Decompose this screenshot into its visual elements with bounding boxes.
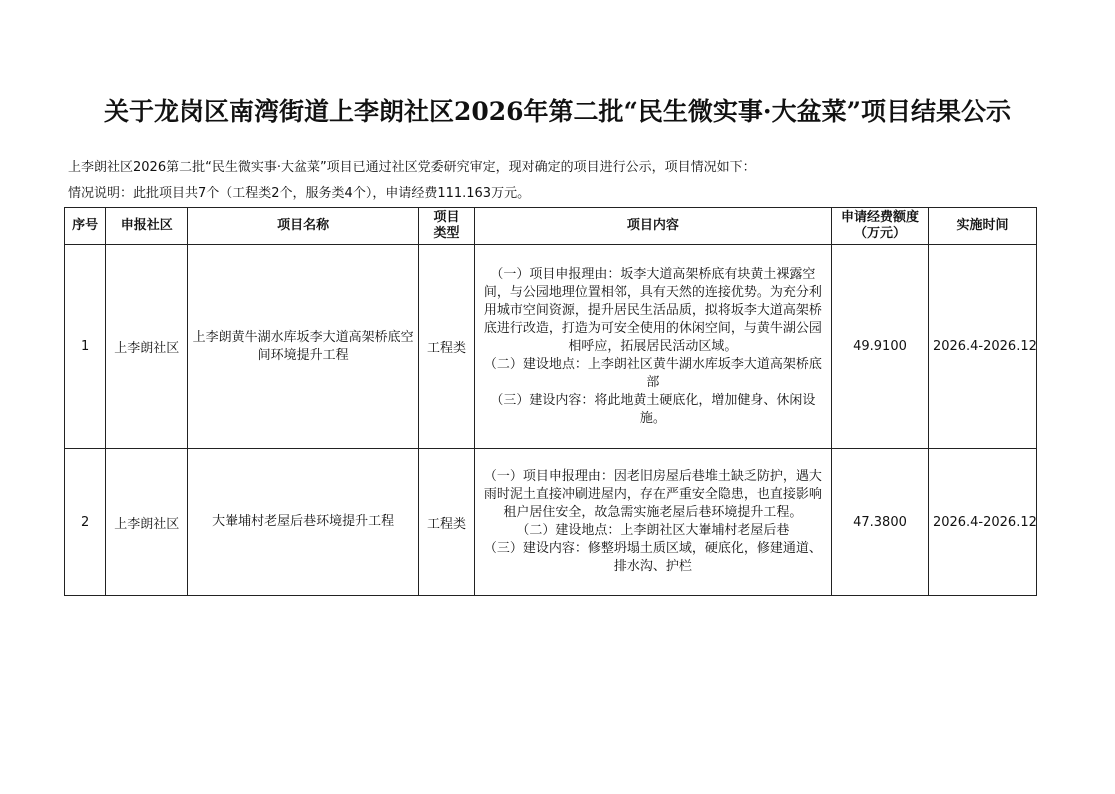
content-reason: （一）项目申报理由：坂李大道高架桥底有块黄土裸露空间，与公园地理位置相邻，具有天然的连接优势。为充分利用城市空间资源，提升居民生活品质，拟将坂李大道高架桥底进行改造，打造为可安全使用的休闲空间，与黄牛湖公园相呼应，拓展居民活动区域。 (483, 266, 822, 354)
cell-community: 上李朗社区 (106, 449, 188, 596)
header-type-line1: 项目 (433, 210, 460, 225)
header-project-content: 项目内容 (474, 208, 831, 245)
cell-community: 上李朗社区 (106, 245, 188, 449)
header-budget-line2: （万元） (853, 226, 906, 241)
header-community: 申报社区 (106, 208, 188, 245)
header-project-name: 项目名称 (188, 208, 419, 245)
cell-budget: 47.3800 (832, 449, 929, 596)
project-table (64, 207, 1037, 596)
header-project-type (419, 208, 475, 245)
header-type-line2: 类型 (433, 226, 460, 241)
header-budget-line1: 申请经费额度 (840, 210, 919, 225)
cell-budget: 49.9100 (832, 245, 929, 449)
summary-text: 情况说明：此批项目共7个（工程类2个，服务类4个），申请经费111.163万元。 (68, 186, 531, 201)
content-location: （二）建设地点：上李朗社区大輋埔村老屋后巷 (516, 523, 790, 538)
content-location: （二）建设地点：上李朗社区黄牛湖水库坂李大道高架桥底部 (483, 356, 822, 390)
table-header-row (65, 208, 1037, 245)
header-budget (832, 208, 929, 245)
table-row (65, 245, 1037, 449)
header-period: 实施时间 (928, 208, 1036, 245)
cell-project-content (474, 449, 831, 596)
cell-project-type: 工程类 (419, 449, 475, 596)
header-seq: 序号 (65, 208, 106, 245)
cell-period: 2026.4-2026.12 (928, 449, 1036, 596)
cell-period: 2026.4-2026.12 (928, 245, 1036, 449)
cell-seq: 2 (65, 449, 106, 596)
content-reason: （一）项目申报理由：因老旧房屋后巷堆土缺乏防护，遇大雨时泥土直接冲刷进屋内，存在严重安全隐患，也直接影响租户居住安全，故急需实施老屋后巷环境提升工程。 (483, 469, 822, 520)
cell-project-type: 工程类 (419, 245, 475, 449)
cell-project-content (474, 245, 831, 449)
cell-seq: 1 (65, 245, 106, 449)
page-title: 关于龙岗区南湾街道上李朗社区2026年第二批“民生微实事·大盆菜”项目结果公示 (103, 97, 1012, 126)
content-scope: （三）建设内容：修整坍塌土质区域，硬底化，修建通道、排水沟、护栏 (483, 541, 822, 574)
cell-project-name: 大輋埔村老屋后巷环境提升工程 (188, 449, 419, 596)
table-row (65, 449, 1037, 596)
cell-project-name: 上李朗黄牛湖水库坂李大道高架桥底空间环境提升工程 (188, 245, 419, 449)
content-scope: （三）建设内容：将此地黄土硬底化，增加健身、休闲设施。 (490, 392, 816, 426)
intro-text: 上李朗社区2026第二批“民生微实事·大盆菜”项目已通过社区党委研究审定，现对确定的项目进行公示，项目情况如下： (68, 160, 756, 175)
